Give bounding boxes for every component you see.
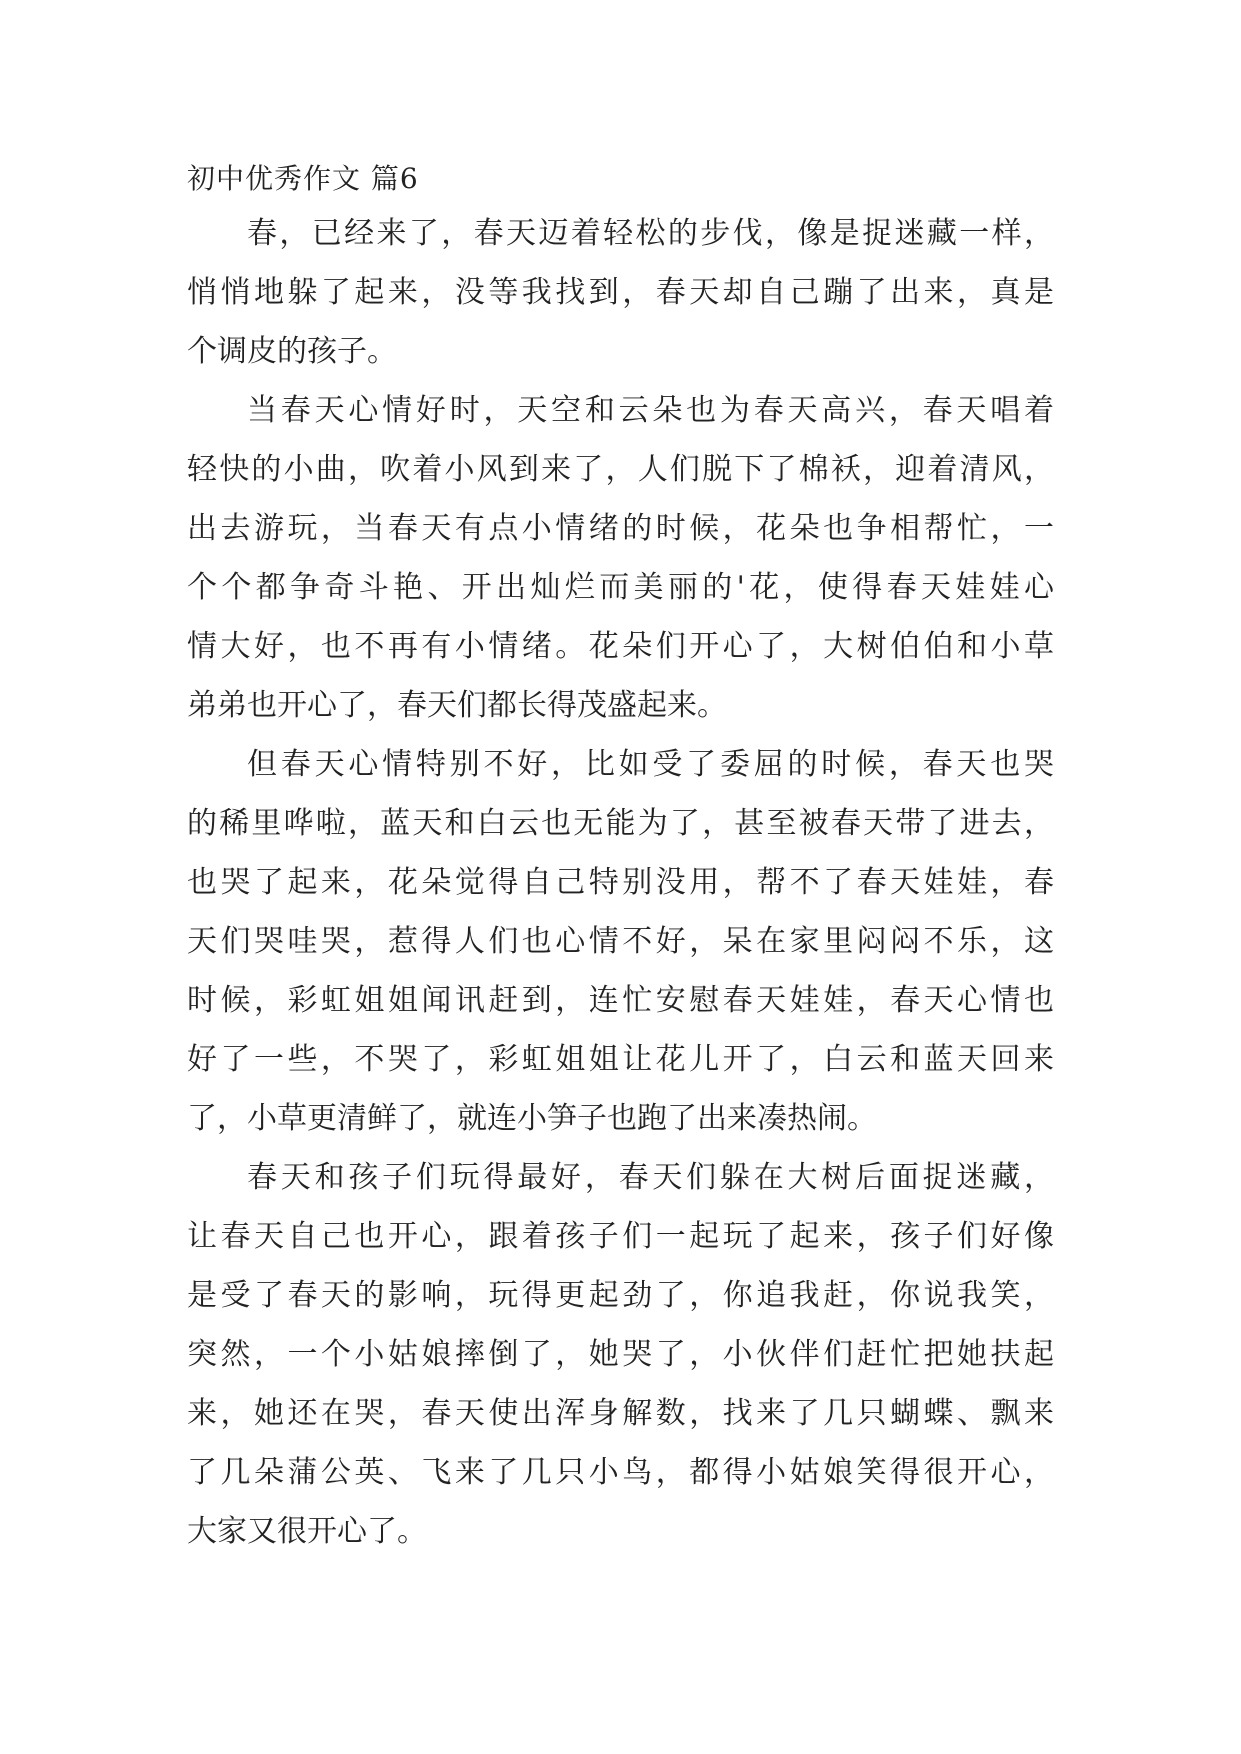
document-title: 初中优秀作文 篇6	[187, 162, 419, 195]
text-line: 情大好，也不再有小情绪。花朵们开心了，大树伯伯和小草	[187, 629, 1054, 664]
text-line: 个个都争奇斗艳、开出灿烂而美丽的'花，使得春天娃娃心	[187, 570, 1054, 605]
text-line: 是受了春天的影响，玩得更起劲了，你追我赶，你说我笑，	[187, 1278, 1054, 1313]
text-line: 大家又很开心了。	[187, 1514, 427, 1549]
text-line: 但春天心情特别不好，比如受了委屈的时候，春天也哭	[247, 747, 1054, 782]
text-line: 让春天自己也开心，跟着孩子们一起玩了起来，孩子们好像	[187, 1219, 1054, 1254]
text-line: 了几朵蒲公英、飞来了几只小鸟，都得小姑娘笑得很开心，	[187, 1455, 1054, 1490]
paragraph-2	[187, 381, 1054, 735]
text-line: 悄悄地躲了起来，没等我找到，春天却自己蹦了出来，真是	[187, 275, 1054, 310]
text-line: 弟弟也开心了，春天们都长得茂盛起来。	[187, 688, 727, 723]
text-line: 春，已经来了，春天迈着轻松的步伐，像是捉迷藏一样，	[247, 216, 1054, 251]
text-line: 了，小草更清鲜了，就连小笋子也跑了出来凑热闹。	[187, 1101, 877, 1136]
text-line: 天们哭哇哭，惹得人们也心情不好，呆在家里闷闷不乐，这	[187, 924, 1054, 959]
text-line: 来，她还在哭，春天使出浑身解数，找来了几只蝴蝶、飘来	[187, 1396, 1054, 1431]
text-line: 好了一些，不哭了，彩虹姐姐让花儿开了，白云和蓝天回来	[187, 1042, 1054, 1077]
text-line: 也哭了起来，花朵觉得自己特别没用，帮不了春天娃娃，春	[187, 865, 1054, 900]
paragraph-1	[187, 204, 1054, 381]
text-line: 突然，一个小姑娘摔倒了，她哭了，小伙伴们赶忙把她扶起	[187, 1337, 1054, 1372]
text-line: 出去游玩，当春天有点小情绪的时候，花朵也争相帮忙，一	[187, 511, 1054, 546]
text-line: 春天和孩子们玩得最好，春天们躲在大树后面捉迷藏，	[247, 1160, 1054, 1195]
text-line: 的稀里哗啦，蓝天和白云也无能为了，甚至被春天带了进去，	[187, 806, 1054, 841]
text-line: 时候，彩虹姐姐闻讯赶到，连忙安慰春天娃娃，春天心情也	[187, 983, 1054, 1018]
paragraph-4	[187, 1148, 1054, 1561]
text-line: 当春天心情好时，天空和云朵也为春天高兴，春天唱着	[247, 393, 1054, 428]
document-page	[187, 154, 1054, 1561]
text-line: 个调皮的孩子。	[187, 334, 397, 369]
paragraph-3	[187, 735, 1054, 1148]
text-line: 轻快的小曲，吹着小风到来了，人们脱下了棉袄，迎着清风，	[187, 452, 1054, 487]
